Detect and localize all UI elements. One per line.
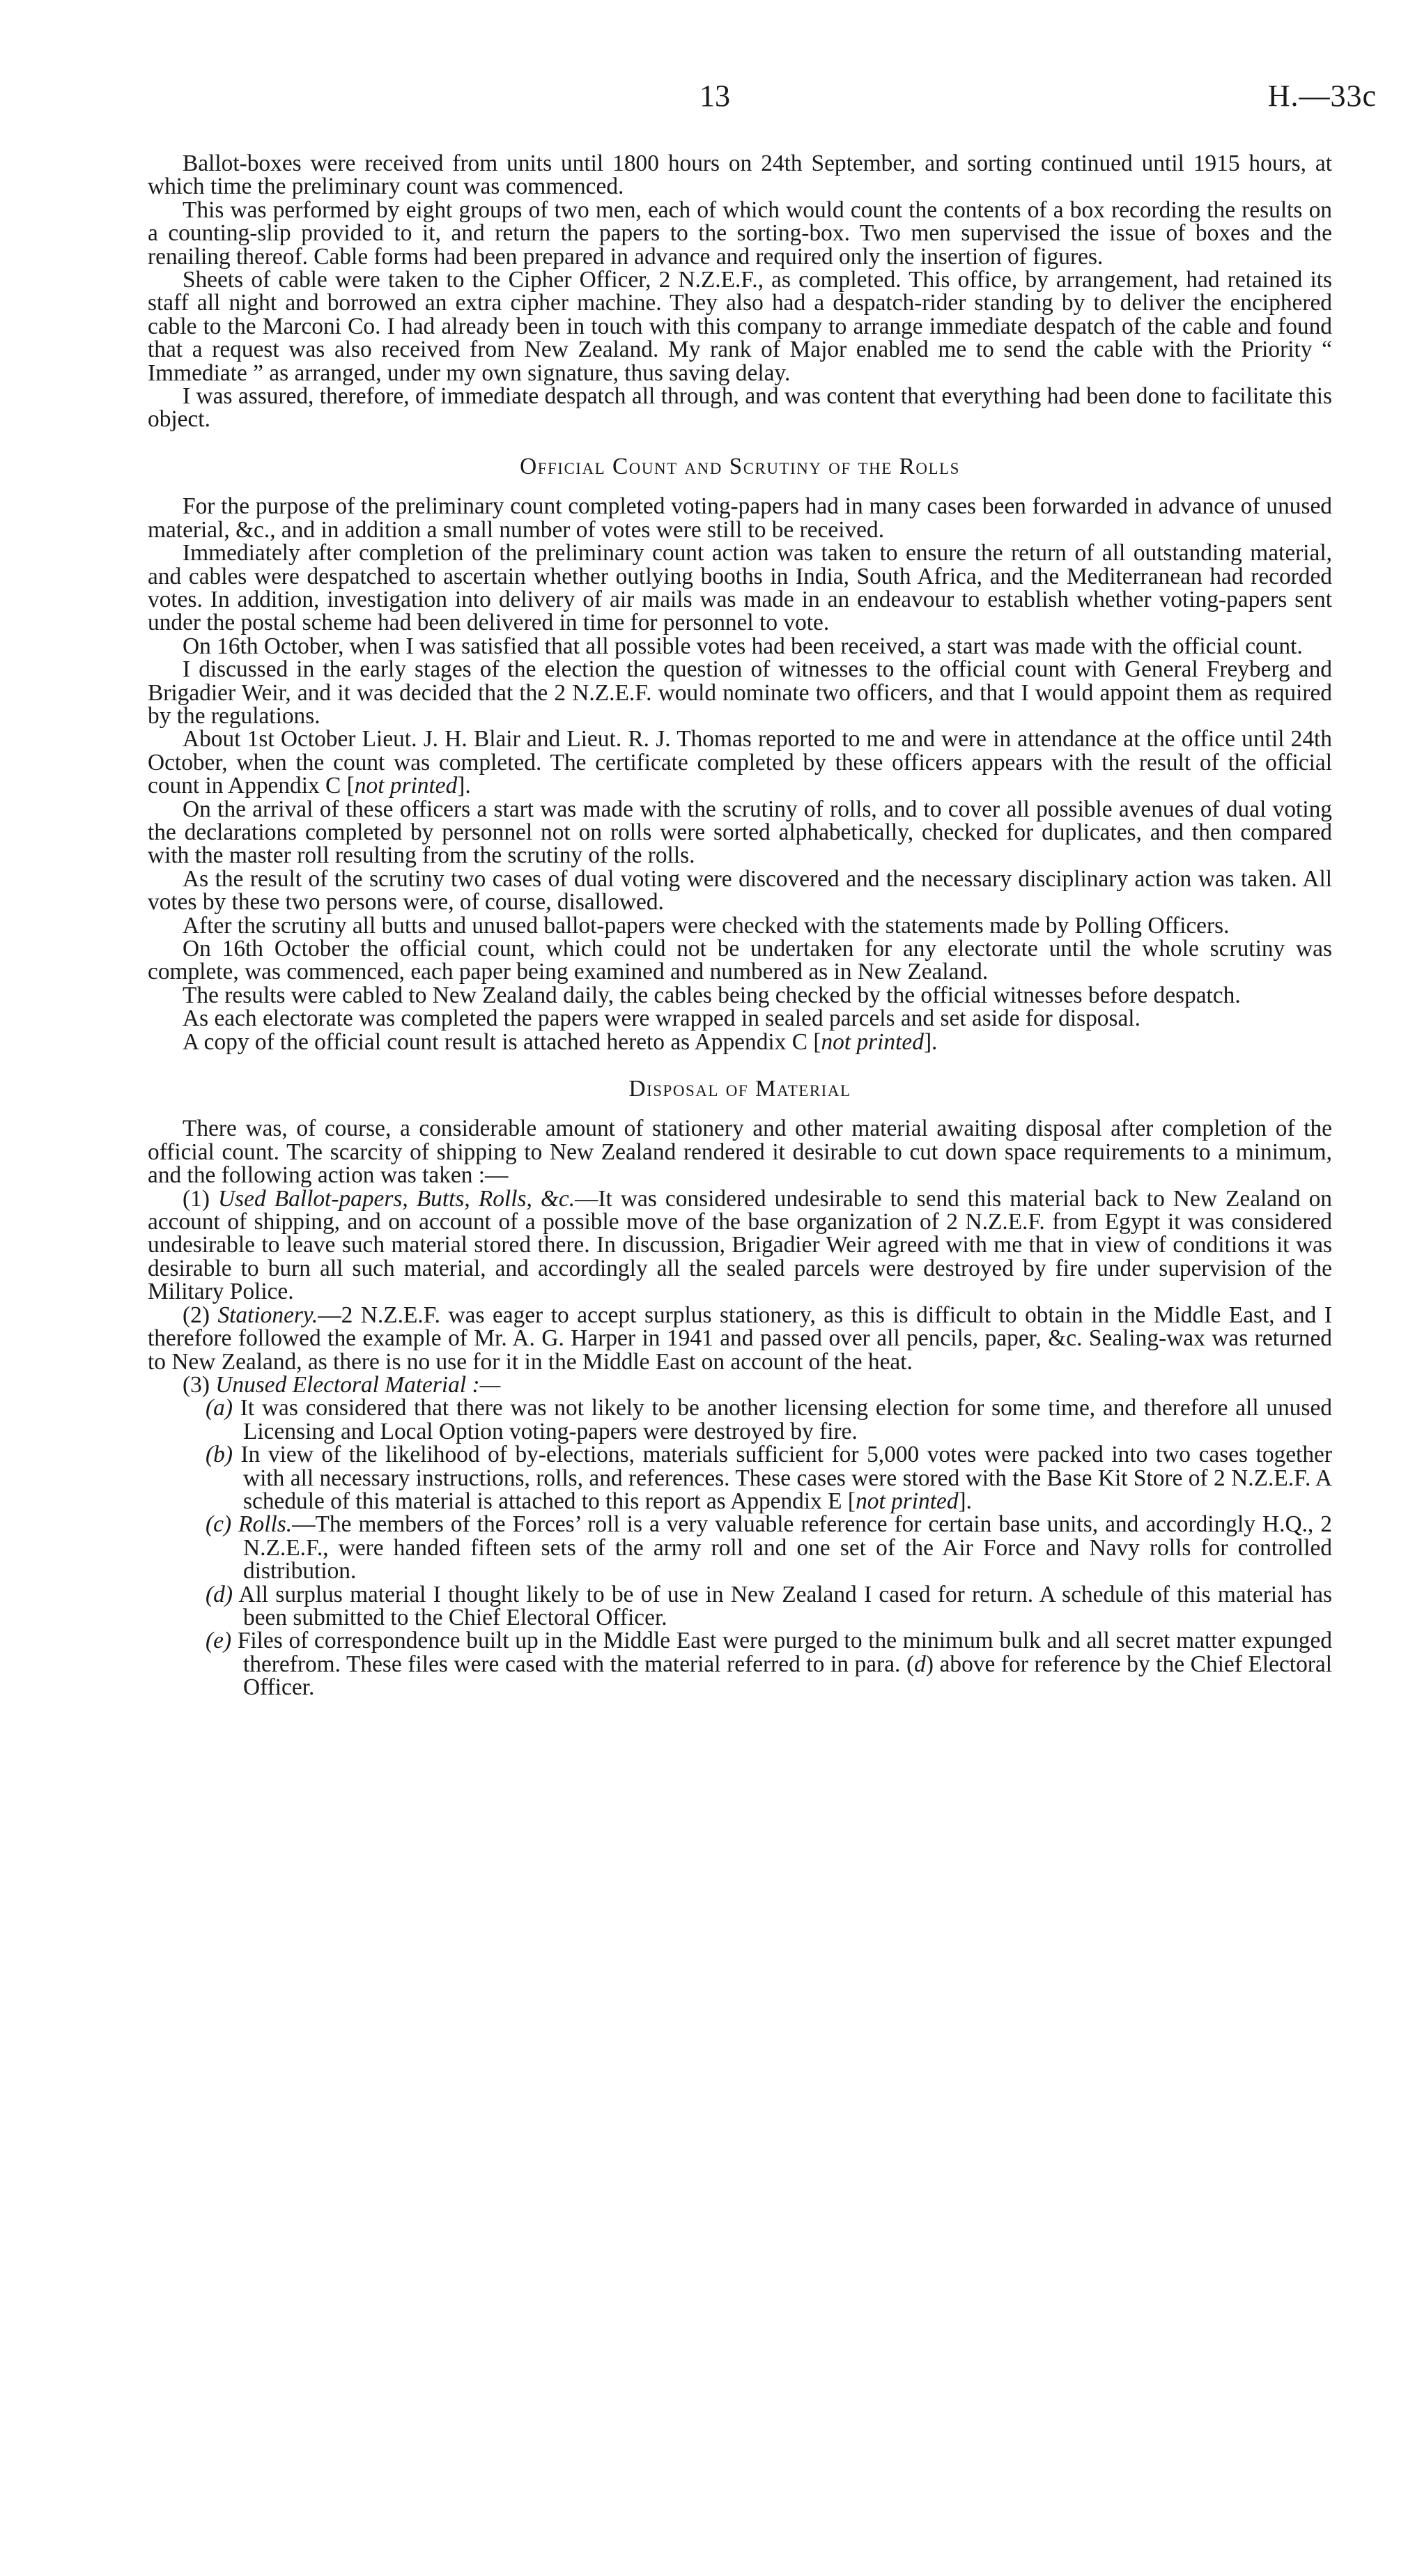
sub-item-c [148,1513,1332,1582]
item-text: —It was considered undesirable to send this material back to New Zealand on account of shipping, and on account of a possible move of the base organization of 2 N.Z.E.F. from Egypt it was considered undesirable to leave such material stored there. In discussion, Brigadier Weir agreed with me that in view of conditions it was desirable to burn all such material, and accordingly all the sealed parcels were destroyed by fire under supervision of the Military Police. [148,1185,1332,1305]
paragraph: On 16th October the official count, which could not be undertaken for any electorate until the whole scrutiny was complete, was commenced, each paper being examined and numbered as in New Zealand. [148,936,1332,985]
paragraph: I was assured, therefore, of immediate despatch all through, and was content that everything had been done to facilitate this object. [148,383,1332,433]
not-printed-note: not printed [821,1028,924,1055]
paragraph: Immediately after completion of the preliminary count action was taken to ensure the return of all outstanding material, and cables were despatched to ascertain whether outlying booths in India, South Africa, and the Mediterranean had recorded votes. In addition, investigation into delivery of air mails was made in an endeavour to establish whether voting-papers sent under the postal scheme had been delivered in time for personnel to vote. [148,540,1332,636]
sub-item-label: (e) [206,1628,232,1654]
page-header [0,78,1415,120]
paragraph: As each electorate was completed the papers were wrapped in sealed parcels and set aside for disposal. [183,1005,1140,1032]
sub-item-b [148,1443,1332,1513]
paragraph: On 16th October, when I was satisfied that all possible votes had been received, a start was made with the official count. [183,633,1303,659]
paragraph-text: About 1st October Lieut. J. H. Blair and Lieut. R. J. Thomas reported to me and were in attendance at the office until 24th October, when the count was completed. The certificate completed by these officers appears with the result of the official count in Appendix C [ [148,726,1332,799]
sub-item-label: (c) [206,1511,232,1538]
document-body [148,152,1332,1699]
sub-item-list [148,1396,1332,1699]
item-title: Stationery. [217,1302,318,1328]
paragraph: This was performed by eight groups of two men, each of which would count the contents of a box recording the results on a counting-slip provided to it, and return the papers to the sorting-box. Two men supervised the issue of boxes and the renailing thereof. Cable forms had been prepared in advance and required only the insertion of figures. [148,196,1332,270]
sub-item-text: Files of correspondence built up in the Middle East were purged to the minimum bulk and all secret matter expunged therefrom. These files were cased with the material referred to in para. ( [237,1628,1332,1677]
paragraph: On the arrival of these officers a start was made with the scrutiny of rolls, and to cover all possible avenues of dual voting the declarations completed by personnel not on rolls were sorted alphabetically, checked for duplicates, and then compared with the master roll resulting from the scrutiny of the rolls. [148,796,1332,869]
sub-item-text: All surplus material I thought likely to be of use in New Zealand I cased for return. A schedule of this material has been submitted to the Chief Electoral Officer. [238,1581,1332,1630]
item-number: (2) [183,1302,210,1328]
item-title: Used Ballot-papers, Butts, Rolls, &c. [218,1185,575,1212]
sub-item-text: In view of the likelihood of by-elections, materials sufficient for 5,000 votes were packed into two cases together with all necessary instructions, rolls, and references. These cases were stored with the Base Kit Store of 2 N.Z.E.F. A schedule of this material is attached to this report as Appendix E [ [240,1442,1332,1514]
sub-item-d [148,1583,1332,1630]
sub-item-title: Rolls. [238,1511,293,1538]
sub-item-label: (d) [206,1581,233,1607]
paragraph: As the result of the scrutiny two cases of dual voting were discovered and the necessary disciplinary action was taken. All votes by these two persons were, of course, disallowed. [148,865,1332,916]
section-heading-disposal: Disposal of Material [628,1076,851,1102]
sub-item-a [148,1396,1332,1443]
paragraph: Sheets of cable were taken to the Cipher Officer, 2 N.Z.E.F., as completed. This office, by arrangement, had retained its staff all night and borrowed an extra cipher machine. They also had a despatch-rider standing by to deliver the enciphered cable to the Marconi Co. I had already been in touch with this company to arrange immediate despatch of the cable and found that a request was also received from New Zealand. My rank of Major enabled me to send the cable with the Priority “ Immediate ” as arranged, under my own signature, thus saving delay. [148,267,1332,386]
item-text: —2 N.Z.E.F. was eager to accept surplus stationery, as this is difficult to obtain in the Middle East, and I therefore followed the example of Mr. A. G. Harper in 1941 and passed over all pencils, paper, &c. Sealing-wax was returned to New Zealand, as there is no use for it in the Middle East on account of the heat. [148,1302,1332,1375]
sub-item-text: —The members of the Forces’ roll is a very valuable reference for certain base units, and accordingly H.Q., 2 N.Z.E.F., were handed fifteen sets of the army roll and one set of the Air Force and Navy rolls for controlled distribution. [243,1511,1332,1584]
paragraph: I discussed in the early stages of the election the question of witnesses to the official count with General Freyberg and Brigadier Weir, and it was decided that the 2 N.Z.E.F. would nominate two officers, and that I would appoint them as required by the regulations. [148,656,1332,729]
item-title: Unused Electoral Material :— [215,1371,501,1398]
numbered-item-2 [148,1304,1332,1373]
closing-bracket: ]. [923,1028,938,1055]
closing-bracket: ]. [958,1488,973,1514]
sub-item-label: (b) [206,1442,233,1468]
paragraph [148,1028,1332,1055]
paragraph [148,727,1332,797]
paragraph: After the scrutiny all butts and unused ballot-papers were checked with the statements made by Polling Officers. [183,912,1230,939]
not-printed-note: not printed [354,773,458,799]
numbered-item-3 [148,1373,1332,1396]
paragraph: There was, of course, a considerable amount of stationery and other material awaiting disposal after completion of the official count. The scarcity of shipping to New Zealand rendered it desirable to cut down space requirements to a minimum, and the following action was taken :— [148,1116,1332,1189]
page-number: 13 [699,79,730,113]
document-reference: H.—33c [1267,79,1377,113]
closing-bracket: ]. [457,773,471,799]
paragraph: For the purpose of the preliminary count completed voting-papers had in many cases been forwarded in advance of unused material, &c., and in addition a small number of votes were still to be received. [148,493,1332,543]
sub-item-text-end: ) above for reference by the Chief Electoral Officer. [243,1651,1332,1701]
section-heading-official-count: Official Count and Scrutiny of the Rolls [520,453,960,479]
paragraph: The results were cabled to New Zealand daily, the cables being checked by the official witnesses before despatch. [183,982,1241,1008]
paragraph: Ballot-boxes were received from units until 1800 hours on 24th September, and sorting continued until 1915 hours, at which time the preliminary count was commenced. [148,151,1332,200]
item-number: (1) [183,1185,210,1212]
sub-item-text: It was considered that there was not likely to be another licensing election for some time, and therefore all unused Licensing and Local Option voting-papers were destroyed by fire. [240,1395,1332,1444]
sub-item-label: (a) [206,1395,233,1421]
not-printed-note: not printed [856,1488,959,1514]
item-number: (3) [183,1371,210,1398]
paragraph-text: A copy of the official count result is attached hereto as Appendix C [ [183,1028,821,1055]
para-reference: d [914,1651,926,1677]
sub-item-e [148,1629,1332,1699]
numbered-item-1 [148,1187,1332,1304]
